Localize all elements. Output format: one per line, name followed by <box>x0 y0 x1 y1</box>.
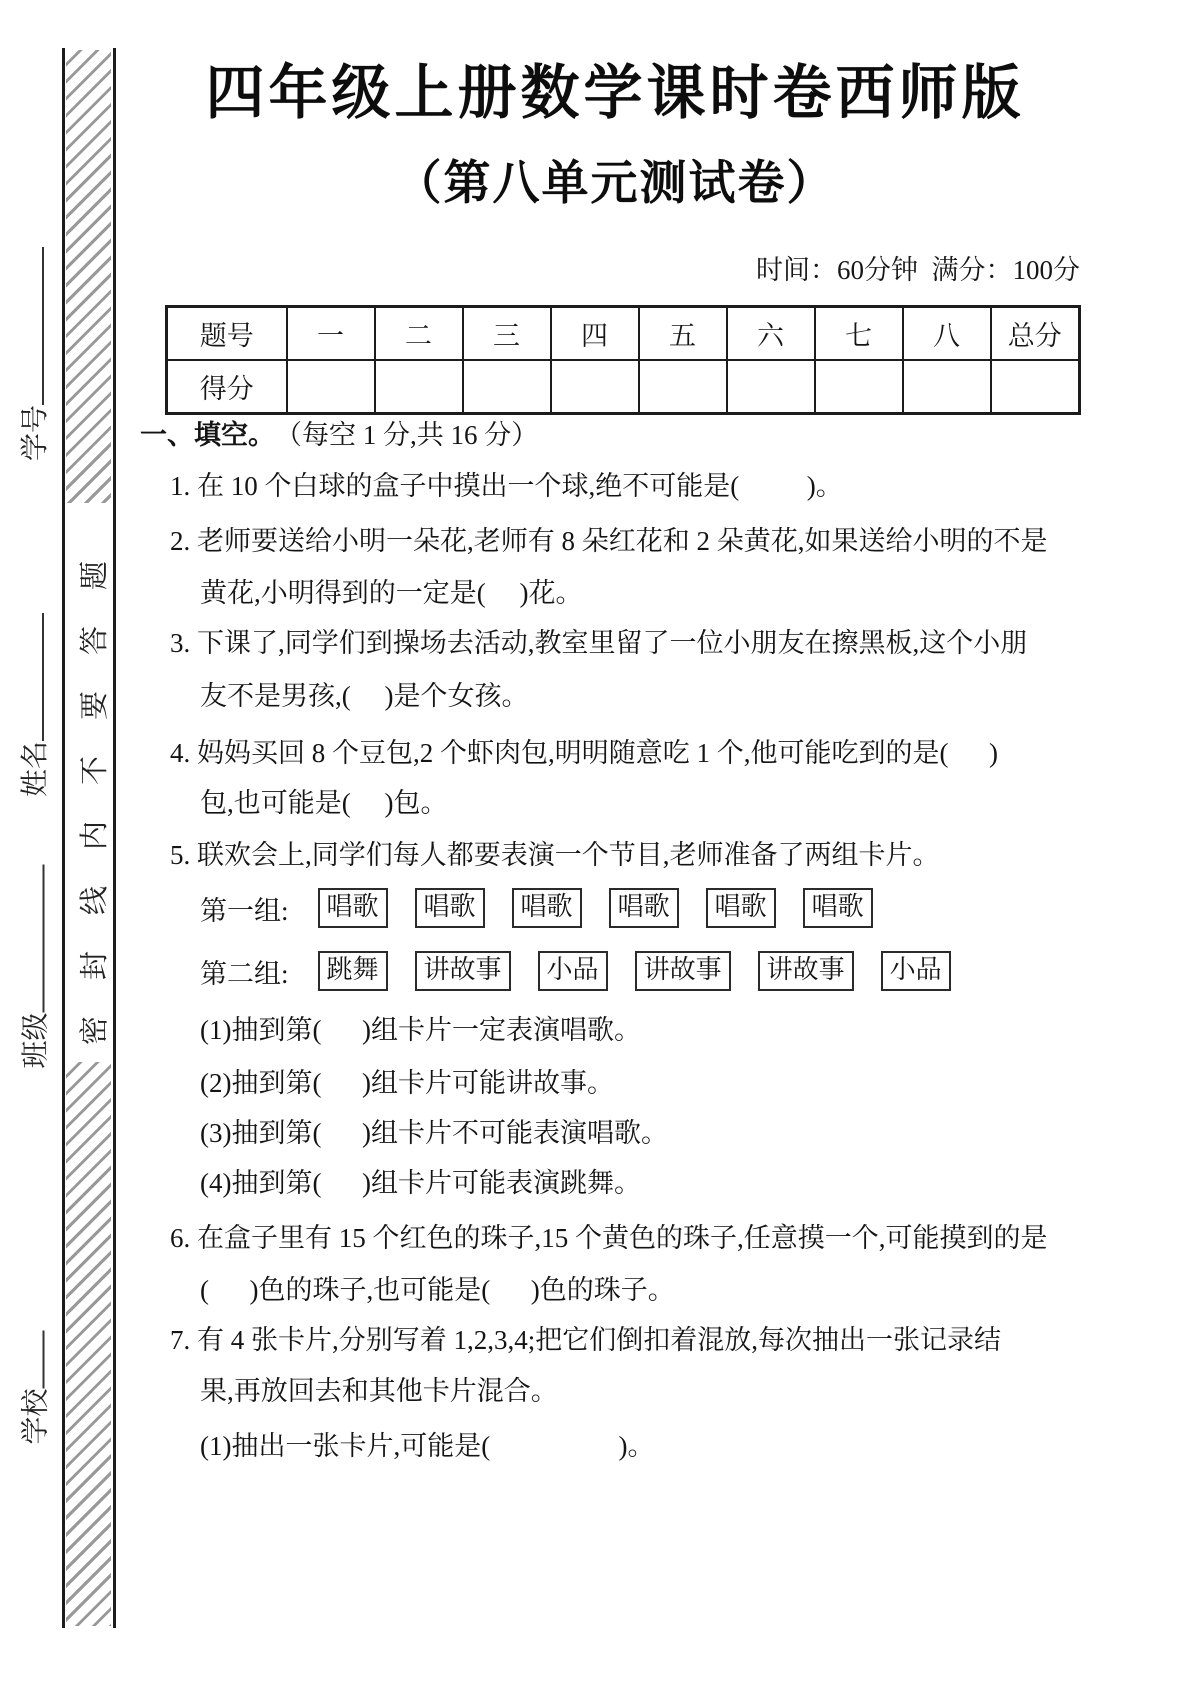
card-sing: 唱歌 <box>609 888 679 928</box>
question-7-line-1: 7. 有 4 张卡片,分别写着 1,2,3,4;把它们倒扣着混放,每次抽出一张记录结 <box>170 1324 1002 1355</box>
score-empty-cell <box>639 360 727 414</box>
class-label: 班级 <box>20 1012 52 1069</box>
score-table-header-cell: 题号 <box>167 307 287 361</box>
question-2-line-1: 2. 老师要送给小明一朵花,老师有 8 朵红花和 2 朵黄花,如果送给小明的不是 <box>170 525 1048 556</box>
name-blank-line <box>20 613 44 741</box>
score-table-header-cell: 五 <box>639 307 727 361</box>
seal-hatch-bottom <box>66 1062 111 1626</box>
question-3-line-2: 友不是男孩,( )是个女孩。 <box>200 680 529 711</box>
card-group-2-label: 第二组: <box>200 958 289 989</box>
question-5-sub-1: (1)抽到第( )组卡片一定表演唱歌。 <box>200 1014 641 1045</box>
question-7-sub-1: (1)抽出一张卡片,可能是( )。 <box>200 1430 655 1461</box>
question-6-line-1: 6. 在盒子里有 15 个红色的珠子,15 个黄色的珠子,任意摸一个,可能摸到的是 <box>170 1222 1048 1253</box>
card-sketch: 小品 <box>881 951 951 991</box>
score-table-header-cell: 三 <box>463 307 551 361</box>
score-empty-cell <box>903 360 991 414</box>
score-empty-cell <box>551 360 639 414</box>
card-group-2-row <box>200 945 951 997</box>
section-1-heading <box>140 406 538 458</box>
class-field <box>21 844 51 1069</box>
seal-line-left <box>62 48 65 1628</box>
school-field <box>21 1300 51 1445</box>
question-5-sub-4: (4)抽到第( )组卡片可能表演跳舞。 <box>200 1167 641 1198</box>
card-sing: 唱歌 <box>318 888 388 928</box>
score-row-label-cell: 得分 <box>167 360 287 414</box>
score-empty-cell <box>991 360 1080 414</box>
score-table-header-cell: 六 <box>727 307 815 361</box>
card-story: 讲故事 <box>635 951 731 991</box>
card-dance: 跳舞 <box>318 951 388 991</box>
card-sing: 唱歌 <box>803 888 873 928</box>
card-sketch: 小品 <box>538 951 608 991</box>
exam-time-score-info: 时间：60分钟 满分：100分 <box>756 255 1080 285</box>
card-sing: 唱歌 <box>706 888 776 928</box>
score-table-header-cell: 一 <box>287 307 375 361</box>
question-5-sub-2: (2)抽到第( )组卡片可能讲故事。 <box>200 1067 614 1098</box>
page-title: 四年级上册数学课时卷西师版 <box>205 60 1025 126</box>
name-field <box>20 587 50 797</box>
question-5: 5. 联欢会上,同学们每人都要表演一个节目,老师准备了两组卡片。 <box>170 839 940 870</box>
question-3-line-1: 3. 下课了,同学们到操场去活动,教室里留了一位小朋友在擦黑板,这个小朋 <box>170 627 1028 658</box>
card-group-1-row <box>200 882 873 934</box>
seal-hatch-top <box>66 50 111 503</box>
question-6-line-2: ( )色的珠子,也可能是( )色的珠子。 <box>200 1274 675 1305</box>
seal-line-right <box>113 48 116 1628</box>
student-id-label: 学号 <box>20 404 51 461</box>
question-7-line-2: 果,再放回去和其他卡片混合。 <box>200 1375 558 1406</box>
question-4-line-1: 4. 妈妈买回 8 个豆包,2 个虾肉包,明明随意吃 1 个,他可能吃到的是( ) <box>170 737 998 768</box>
class-blank-line <box>21 864 45 1012</box>
score-table-header-cell: 二 <box>375 307 463 361</box>
name-label: 姓名 <box>20 740 51 797</box>
section-1-title: 一、填空。 <box>140 419 275 450</box>
question-5-sub-3: (3)抽到第( )组卡片不可能表演唱歌。 <box>200 1117 668 1148</box>
question-1: 1. 在 10 个白球的盒子中摸出一个球,绝不可能是( )。 <box>170 470 843 501</box>
score-empty-cell <box>815 360 903 414</box>
card-sing: 唱歌 <box>415 888 485 928</box>
question-4-line-2: 包,也可能是( )包。 <box>200 787 448 818</box>
score-table-header-row <box>167 307 1080 361</box>
school-blank-line <box>21 1330 45 1388</box>
score-empty-cell <box>727 360 815 414</box>
page-subtitle: （第八单元测试卷） <box>394 158 836 210</box>
score-table-header-cell: 八 <box>903 307 991 361</box>
score-table <box>165 305 1081 415</box>
student-id-blank-line <box>20 247 44 405</box>
card-group-1-label: 第一组: <box>200 895 289 926</box>
school-label: 学校 <box>20 1388 52 1445</box>
score-table-header-cell: 总分 <box>991 307 1080 361</box>
seal-warning-text: 密封线内不要答题 <box>79 525 111 1046</box>
question-2-line-2: 黄花,小明得到的一定是( )花。 <box>200 577 583 608</box>
card-story: 讲故事 <box>758 951 854 991</box>
student-id-field <box>20 221 50 461</box>
card-sing: 唱歌 <box>512 888 582 928</box>
card-story: 讲故事 <box>415 951 511 991</box>
score-table-header-cell: 七 <box>815 307 903 361</box>
score-table-header-cell: 四 <box>551 307 639 361</box>
section-1-note: （每空 1 分,共 16 分） <box>275 419 539 450</box>
